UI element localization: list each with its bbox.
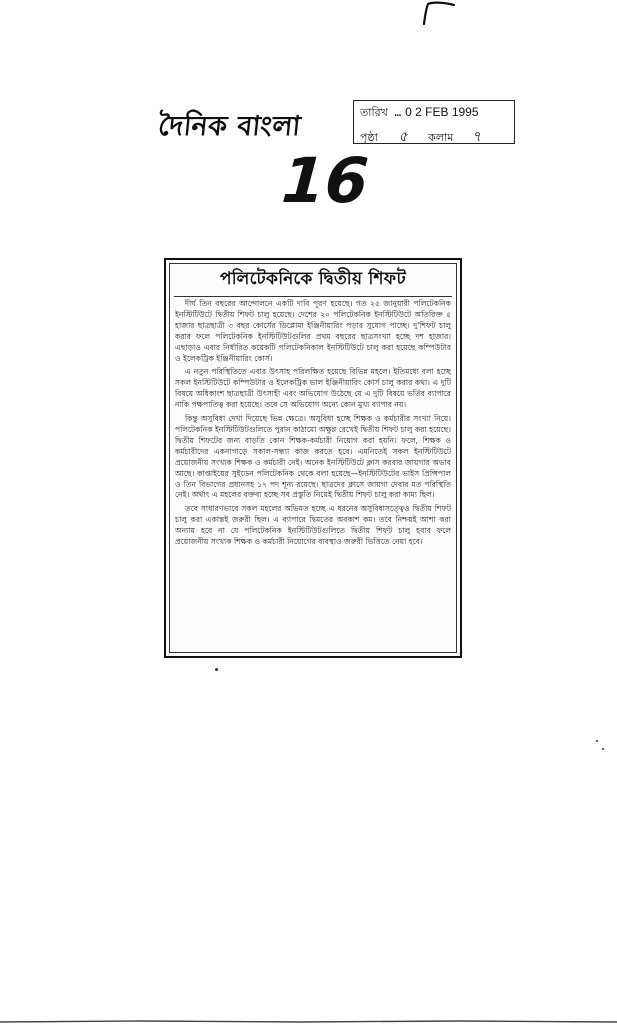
stamp-column-label: কলাম [428,131,454,144]
stamp-date-label: তারিখ [360,106,388,119]
scan-speck [215,668,218,671]
article-body [175,299,451,548]
scan-speck [602,748,604,750]
stamp-date-value: 0 2 FEB 1995 [405,105,479,119]
handwritten-folio-number: 16 [279,144,371,217]
stamp-column-value: ৭ [472,129,482,145]
stamp-page-row [360,125,481,149]
stamp-date-row: তারিখ … 0 2 FEB 1995 [360,105,479,119]
article-paragraph: দীর্ঘ তিন বছরের আন্দোলনে একটি দাবি পূরণ হয়েছে। গত ২৫ জানুয়ারী পলিটেকনিক ইনস্টিটিউটে দ্বিতীয় শিফট চালু হয়েছে। দেশের ২০ পলিটেকনিক ইনস্টিটিউটে অতিরিক্ত ৫ হাজার ছাত্রছাত্রী ৩ বছর কোর্সের ডিপ্লোমা ইঞ্জিনীয়ারিং পড়ার সুযোগ পাচ্ছে। দু'শিফট চালু করার ফলে পলিটেকনিক ইনস্টিটিউটগুলির প্রথম বছরের ছাত্রসংখ্যা হচ্ছে দশ হাজার। এছাড়াও এবার নির্ধারিত কয়েকটি পলিটেকনিকাল ইনস্টিটিউটে চালু করা হয়েছে কম্পিউটার ও ইলেকট্রিক ইঞ্জিনীয়ারিং কোর্স। [175,299,451,363]
clipping-stamp [353,100,515,144]
article-headline: পলিটেকনিকে দ্বিতীয় শিফট [174,266,452,297]
page-edge-line [0,1018,617,1024]
scan-speck [596,740,598,742]
stamp-page-value: ৫ [398,129,408,145]
newspaper-masthead: দৈনিক বাংলা [156,111,303,142]
article-paragraph: এ নতুন পরিস্থিতিতে এবার উৎসাহ পরিলক্ষিত হয়েছে বিভিন্ন মহলে। ইতিমধ্যে বলা হচ্ছে সকল ইনস্টিটিউটে কম্পিউটার ও ইলেকট্রিক ভাল ইঞ্জিনীয়ারিং কোর্স চালু করার কথা। এ দুটি বিষয়ে অধিকাংশ ছাত্রছাত্রী উৎসাহী এবং অভিযোগ উঠেছে যে এ দুটি বিষয়ে ভর্তির ব্যাপারে নাকি পক্ষপাতিত্ব করা হয়েছে। তবে সে অভিযোগ অন্যে কোন মুখ্য ব্যাপার নয়। [175,367,451,410]
stamp-page-label: পৃষ্ঠা [360,131,378,144]
pen-mark [418,0,458,26]
article-paragraph: কিন্তু অসুবিধা দেখা দিয়েছে ভিন্ন ক্ষেত্রে। অসুবিধা হচ্ছে শিক্ষক ও কর্মচারীর সংখ্যা নিয়ে। পলিটেকনিক ইনস্টিটিউটগুলিতে পুরান কাঠামো অক্ষুণ্ণ রেখেই দ্বিতীয় শিফট চালু করা হয়েছে। দ্বিতীয় শিফটের জন্য বাড়তি কোন শিক্ষক-কর্মচারী নিয়োগ করা হয়নি। ফলে, শিক্ষক ও কর্মচারীদের একনাগাড়ে সকাল-সন্ধ্যা কাজ করতে হবে। এমনিতেই সকল ইনস্টিটিউটে প্রয়োজনীয় সংখ্যক শিক্ষক ও কর্মচারী নেই। অনেক ইনস্টিটিউটে ক্লাস করবার জায়গার অভাব আছে। কাপ্তাইয়ের সুইডেন পলিটেকনিক থেকে বলা হয়েছে—ইনস্টিটিউটের ভাইস প্রিন্সিপাল ও তিন বিভাগের প্রধানসহ ১৭ পদ শূন্য রয়েছে। ছাত্রদের ক্লাসে জায়গা দেবার মত পরিস্থিতি নেই। অর্থাৎ এ মহলের বক্তব্য হচ্ছে সব প্রস্তুতি নিয়েই দ্বিতীয় শিফট চালু করা কাম্য ছিল। [175,414,451,500]
article-paragraph: তবে সাধারণভাবে সকল মহলের অভিমত হচ্ছে এ ধরনের অসুবিধাসত্ত্বেও দ্বিতীয় শিফট চালু করা একান্তই জরুরী ছিল। এ ব্যাপারে দ্বিমতের অবকাশ কম। তবে নিশ্চয়ই আশা করা অন্যায় হবে না যে পলিটেকনিক ইনস্টিটিউটগুলিতে দ্বিতীয় শিফট চালু হবার ফলে প্রয়োজনীয় সংখ্যক শিক্ষক ও কর্মচারী নিয়োগের ব্যবস্থাও জরুরী ভিত্তিতে নেয়া হবে। [175,504,451,547]
newspaper-clipping [164,258,462,658]
